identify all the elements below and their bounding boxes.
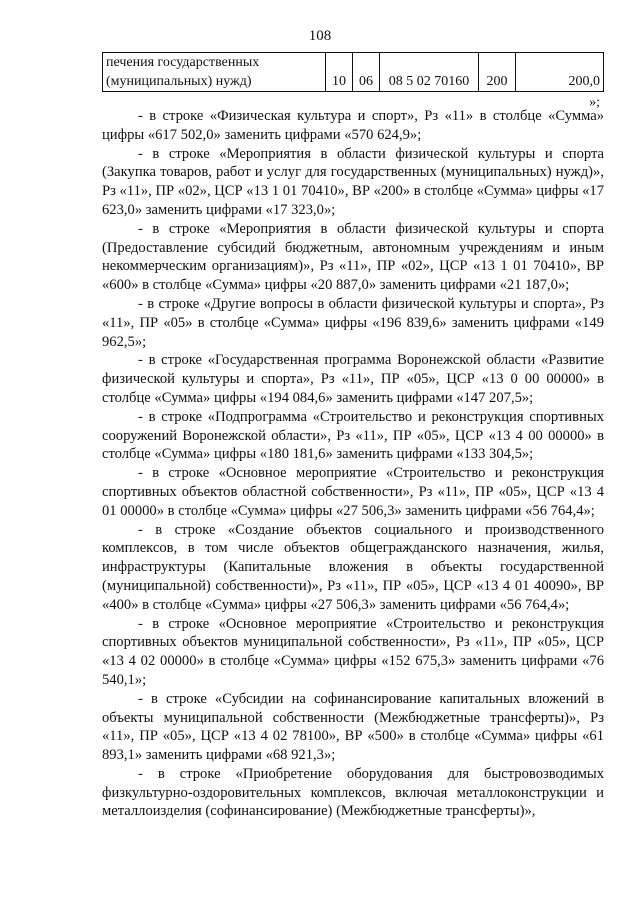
paragraph: - в строке «Физическая культура и спорт», Рз «11» в столбце «Сумма» цифры «617 502,0» заменить цифрами «570 624,9»;	[102, 108, 604, 143]
table-cell-name: печения государственных (муниципальных) нужд)	[103, 53, 326, 92]
paragraph: - в строке «Подпрограмма «Строительство и реконструкция спортивных сооружений Воронежской области», Рз «11», ПР «05», ЦСР «13 4 00 00000» в столбце «Сумма» цифры «180 181,6» заменить цифрами «133 304,5»;	[102, 408, 604, 463]
budget-table-fragment	[102, 52, 604, 92]
table-row	[103, 53, 604, 92]
table-cell-pr: 06	[353, 53, 380, 92]
paragraph: - в строке «Приобретение оборудования для быстровозводимых физкультурно-оздоровительных комплексов, включая металлоконструкции и металлоизделия (софинансирование) (Межбюджетные трансферты)»,	[102, 765, 604, 820]
paragraph: - в строке «Субсидии на софинансирование капитальных вложений в объекты муниципальной собственности (Межбюджетные трансферты)», Рз «11», ПР «05», ЦСР «13 4 02 78100», ВР «500» в столбце «Сумма» цифры «61 893,1» заменить цифрами «68 921,3»;	[102, 690, 604, 764]
table-cell-sum: 200,0	[516, 53, 604, 92]
table-cell-rz: 10	[326, 53, 353, 92]
table-cell-vr: 200	[479, 53, 516, 92]
amendment-text	[102, 107, 604, 821]
page-number: 108	[308, 28, 332, 44]
paragraph: - в строке «Основное мероприятие «Строительство и реконструкция спортивных объектов муниципальной собственности», Рз «11», ПР «05», ЦСР «13 4 02 00000» в столбце «Сумма» цифры «152 675,3» заменить цифрами «76 540,1»;	[102, 615, 604, 688]
table-cell-csr: 08 5 02 70160	[380, 53, 479, 92]
paragraph: - в строке «Мероприятия в области физической культуры и спорта (Предоставление субсидий бюджетным, автономным учреждениям и иным некоммерческим организациям)», Рз «11», ПР «02», ЦСР «13 1 01 70410», ВР «600» в столбце «Сумма» цифры «20 887,0» заменить цифрами «21 187,0»;	[102, 220, 604, 294]
paragraph: - в строке «Основное мероприятие «Строительство и реконструкция спортивных объектов областной собственности», Рз «11», ПР «05», ЦСР «13 4 01 00000» в столбце «Сумма» цифры «27 506,3» заменить цифрами «56 764,4»;	[102, 465, 604, 519]
paragraph: - в строке «Другие вопросы в области физической культуры и спорта», Рз «11», ПР «05» в столбце «Сумма» цифры «196 839,6» заменить цифрами «149 962,5»;	[102, 295, 604, 350]
paragraph: - в строке «Мероприятия в области физической культуры и спорта (Закупка товаров, работ и услуг для государственных (муниципальных) нужд)», Рз «11», ПР «02», ЦСР «13 1 01 70410», ВР «200» в столбце «Сумма» цифры «17 623,0» заменить цифрами «17 323,0»;	[102, 145, 604, 218]
paragraph: - в строке «Государственная программа Воронежской области «Развитие физической культуры и спорта», Рз «11», ПР «05», ЦСР «13 0 00 00000» в столбце «Сумма» цифры «194 084,6» заменить цифрами «147 207,5»;	[102, 352, 604, 406]
closing-quote: »;	[589, 95, 600, 110]
paragraph: - в строке «Создание объектов социального и производственного комплексов, в том числе объектов общегражданского назначения, жилья, инфраструктуры (Капитальные вложения в объекты государственной (муниципальной) собственности)», Рз «11», ПР «05», ЦСР «13 4 01 40090», ВР «400» в столбце «Сумма» цифры «27 506,3» заменить цифрами «56 764,4»;	[102, 521, 604, 613]
